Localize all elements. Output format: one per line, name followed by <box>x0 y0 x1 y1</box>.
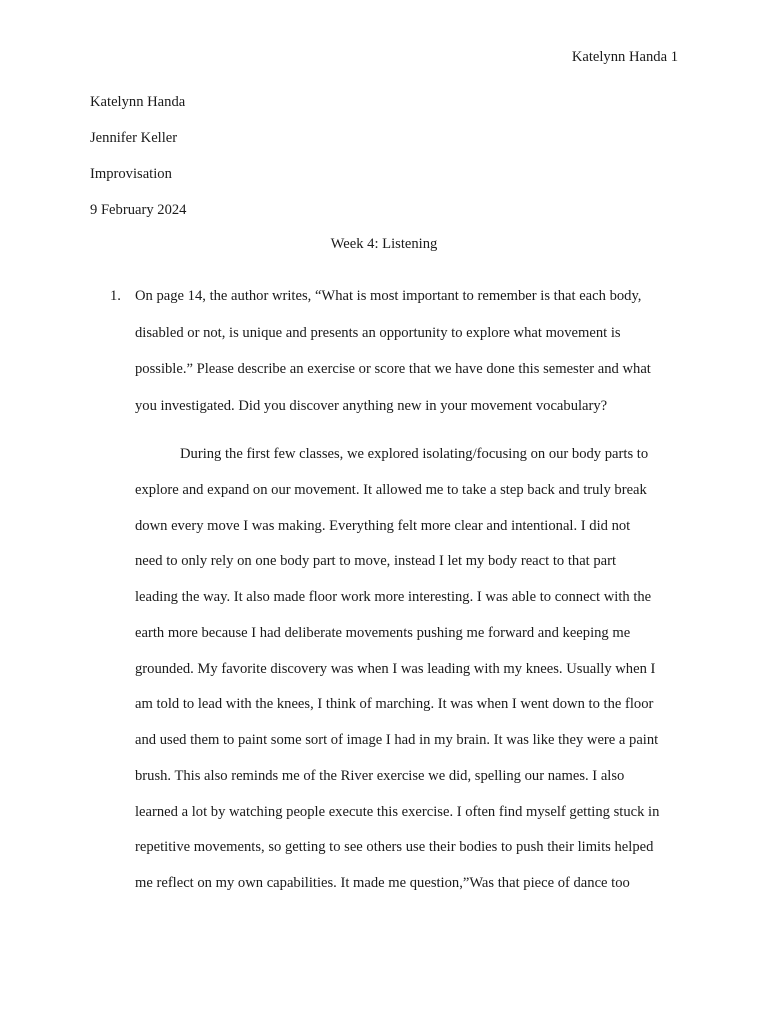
document-date: 9 February 2024 <box>90 201 187 218</box>
answer-line: am told to lead with the knees, I think of marching. It was when I went down to the floor <box>135 696 654 713</box>
answer-line: grounded. My favorite discovery was when I was leading with my knees. Usually when I <box>135 660 656 677</box>
question-number: 1. <box>110 288 121 304</box>
question-text <box>135 286 680 432</box>
student-name: Katelynn Handa <box>90 94 186 110</box>
answer-line: earth more because I had deliberate movements pushing me forward and keeping me <box>135 624 631 641</box>
answer-line: me reflect on my own capabilities. It made me question,”Was that piece of dance too <box>135 875 630 891</box>
answer-line: learned a lot by watching people execute this exercise. I often find myself getting stuck in <box>135 803 660 820</box>
document-title: Week 4: Listening <box>330 236 438 252</box>
answer-paragraph <box>135 444 680 909</box>
instructor-name: Jennifer Keller <box>90 129 178 146</box>
answer-line: need to only rely on one body part to move, instead I let my body react to that part <box>135 553 617 570</box>
answer-line: down every move I was making. Everything felt more clear and intentional. I did not <box>135 517 631 534</box>
answer-line: repetitive movements, so getting to see others use their bodies to push their limits helped <box>135 839 654 856</box>
answer-line: and used them to paint some sort of image I had in my brain. It was like they were a paint <box>135 732 659 748</box>
mla-heading <box>90 92 186 236</box>
course-name: Improvisation <box>90 165 172 182</box>
page-header: Katelynn Handa 1 <box>571 49 678 65</box>
answer-line: brush. This also reminds me of the River exercise we did, spelling our names. I also <box>135 767 625 784</box>
question-line: On page 14, the author writes, “What is most important to remember is that each body, <box>135 288 642 304</box>
answer-line: leading the way. It also made floor work more interesting. I was able to connect with the <box>135 589 652 605</box>
answer-line: explore and expand on our movement. It allowed me to take a step back and truly break <box>135 481 647 498</box>
question-line: possible.” Please describe an exercise or score that we have done this semester and what <box>135 361 651 378</box>
question-line: disabled or not, is unique and presents an opportunity to explore what movement is <box>135 324 621 341</box>
question-line: you investigated. Did you discover anything new in your movement vocabulary? <box>135 397 608 414</box>
answer-line: During the first few classes, we explored isolating/focusing on our body parts to <box>180 446 649 462</box>
